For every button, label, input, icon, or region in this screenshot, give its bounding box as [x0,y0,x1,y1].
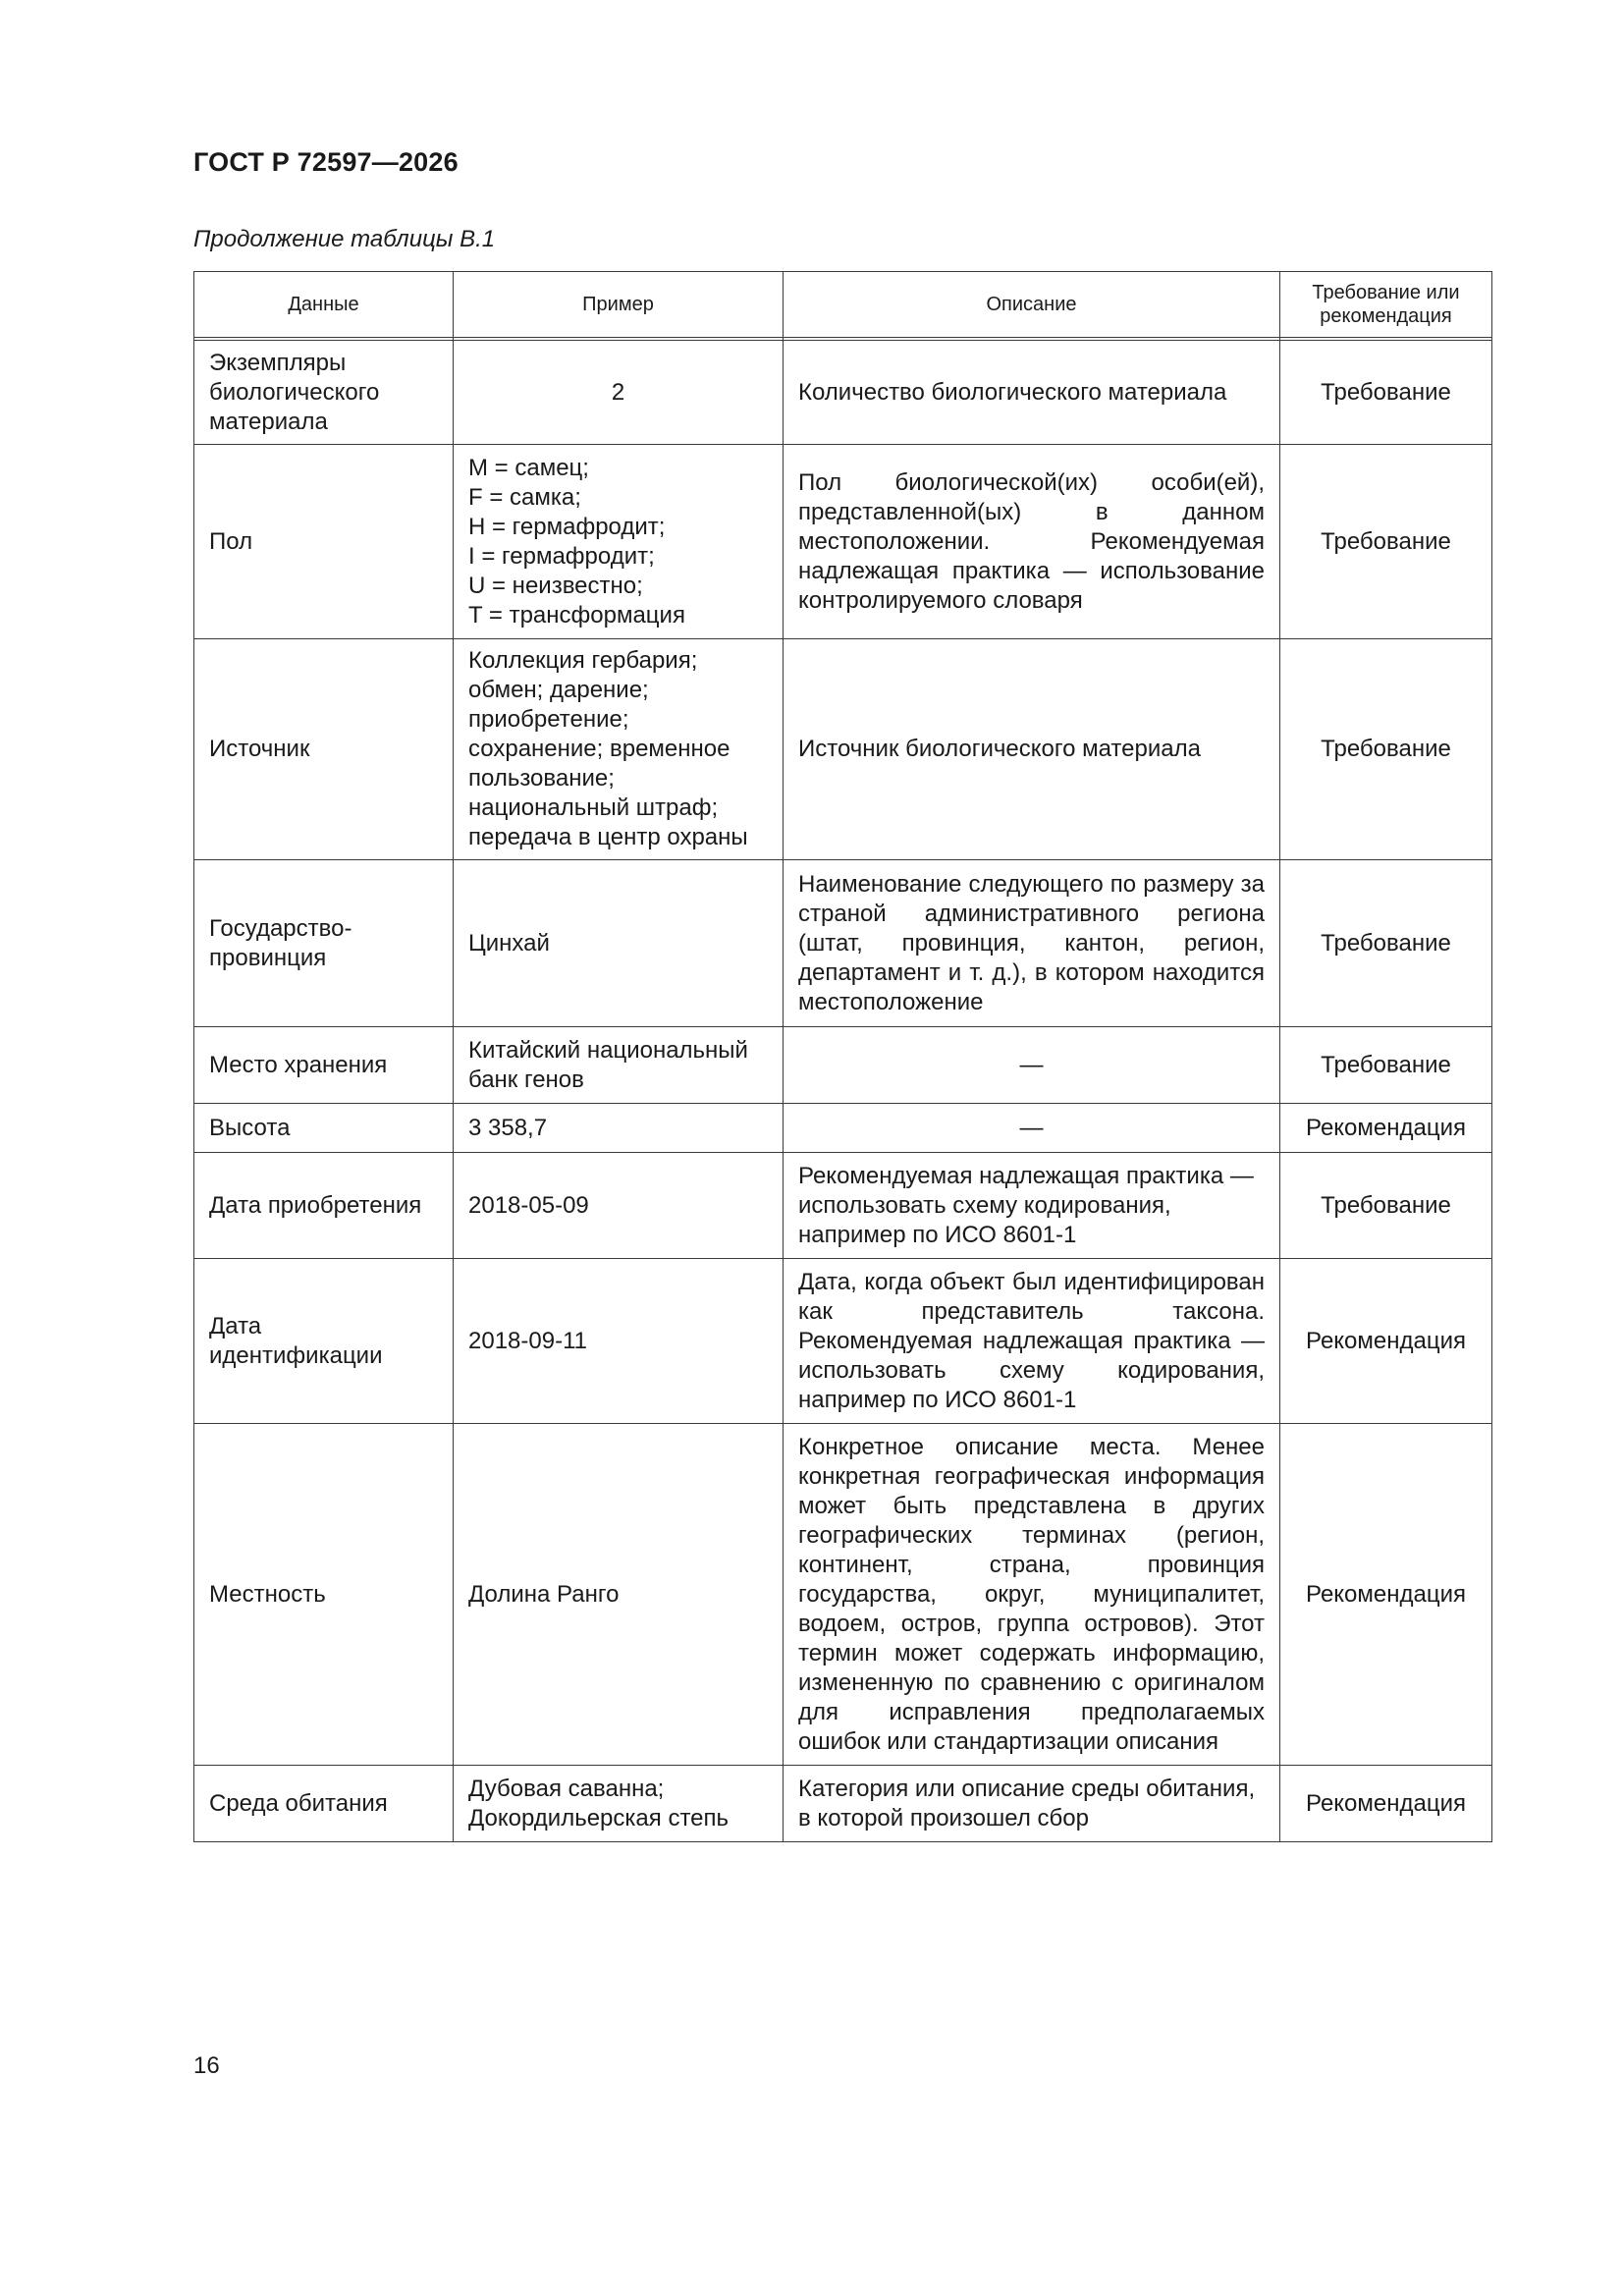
cell-example: Дубовая саванна; Докордильерская степь [454,1766,784,1842]
cell-requirement: Требование [1280,445,1492,639]
cell-example: Цинхай [454,860,784,1027]
cell-requirement: Требование [1280,1027,1492,1104]
cell-example: 3 358,7 [454,1104,784,1153]
table-row [194,1424,1492,1766]
cell-data: Среда обитания [194,1766,454,1842]
cell-description: Категория или описание среды обитания, в которой произошел сбор [784,1766,1280,1842]
cell-description: Пол биологической(их) особи(ей), представленной(ых) в данном местоположении. Рекомендуемая надлежащая практика — использование контролируемого словаря [784,445,1280,639]
column-header-example: Пример [454,272,784,338]
cell-description: Количество биологического материала [784,341,1280,445]
cell-description: Наименование следующего по размеру за страной административного региона (штат, провинция, кантон, регион, департамент и т. д.), в котором находится местоположение [784,860,1280,1027]
table-header-row [194,272,1492,338]
cell-requirement: Рекомендация [1280,1259,1492,1424]
cell-description: Конкретное описание места. Менее конкретная географическая информация может быть представлена в других географических терминах (регион, континент, страна, провинция государства, округ, муниципалитет, водоем, остров, группа островов). Этот термин может содержать информацию, измененную по сравнению с оригиналом для исправления предполагаемых ошибок или стандартизации описания [784,1424,1280,1766]
page-number: 16 [193,2052,220,2079]
cell-description: — [784,1027,1280,1104]
cell-data: Дата приобретения [194,1153,454,1259]
cell-example: 2018-05-09 [454,1153,784,1259]
cell-description: — [784,1104,1280,1153]
table-row [194,860,1492,1027]
cell-requirement: Рекомендация [1280,1104,1492,1153]
table-caption: Продолжение таблицы В.1 [193,226,496,252]
cell-requirement: Требование [1280,1153,1492,1259]
cell-example: Долина Ранго [454,1424,784,1766]
table-row [194,445,1492,639]
cell-data: Высота [194,1104,454,1153]
column-header-description: Описание [784,272,1280,338]
cell-example: 2 [454,341,784,445]
table-row [194,341,1492,445]
column-header-requirement: Требование или рекомендация [1280,272,1492,338]
column-header-data: Данные [194,272,454,338]
cell-description: Рекомендуемая надлежащая практика — использовать схему кодирования, например по ИСО 8601-1 [784,1153,1280,1259]
cell-data: Пол [194,445,454,639]
cell-requirement: Рекомендация [1280,1424,1492,1766]
cell-description: Источник биологического материала [784,639,1280,860]
document-code: ГОСТ Р 72597—2026 [193,147,459,177]
cell-example: Китайский национальный банк генов [454,1027,784,1104]
cell-description: Дата, когда объект был идентифицирован как представитель таксона. Рекомендуемая надлежащая практика — использовать схему кодирования, например по ИСО 8601-1 [784,1259,1280,1424]
cell-data: Дата идентификации [194,1259,454,1424]
cell-example: Коллекция гербария; обмен; дарение; приобретение; сохранение; временное пользование; национальный штраф; передача в центр охраны [454,639,784,860]
table-row [194,1766,1492,1842]
cell-data: Экземпляры биологического материала [194,341,454,445]
cell-requirement: Требование [1280,341,1492,445]
table-row [194,1104,1492,1153]
cell-data: Место хранения [194,1027,454,1104]
cell-data: Источник [194,639,454,860]
cell-requirement: Рекомендация [1280,1766,1492,1842]
cell-data: Государство-провинция [194,860,454,1027]
specimen-data-table [193,271,1492,1842]
table-row [194,639,1492,860]
cell-requirement: Требование [1280,639,1492,860]
cell-example: 2018-09-11 [454,1259,784,1424]
table-row [194,1153,1492,1259]
cell-example: M = самец; F = самка; H = гермафродит; I = гермафродит; U = неизвестно; T = трансформация [454,445,784,639]
cell-data: Местность [194,1424,454,1766]
cell-requirement: Требование [1280,860,1492,1027]
table-row [194,1259,1492,1424]
table-row [194,1027,1492,1104]
